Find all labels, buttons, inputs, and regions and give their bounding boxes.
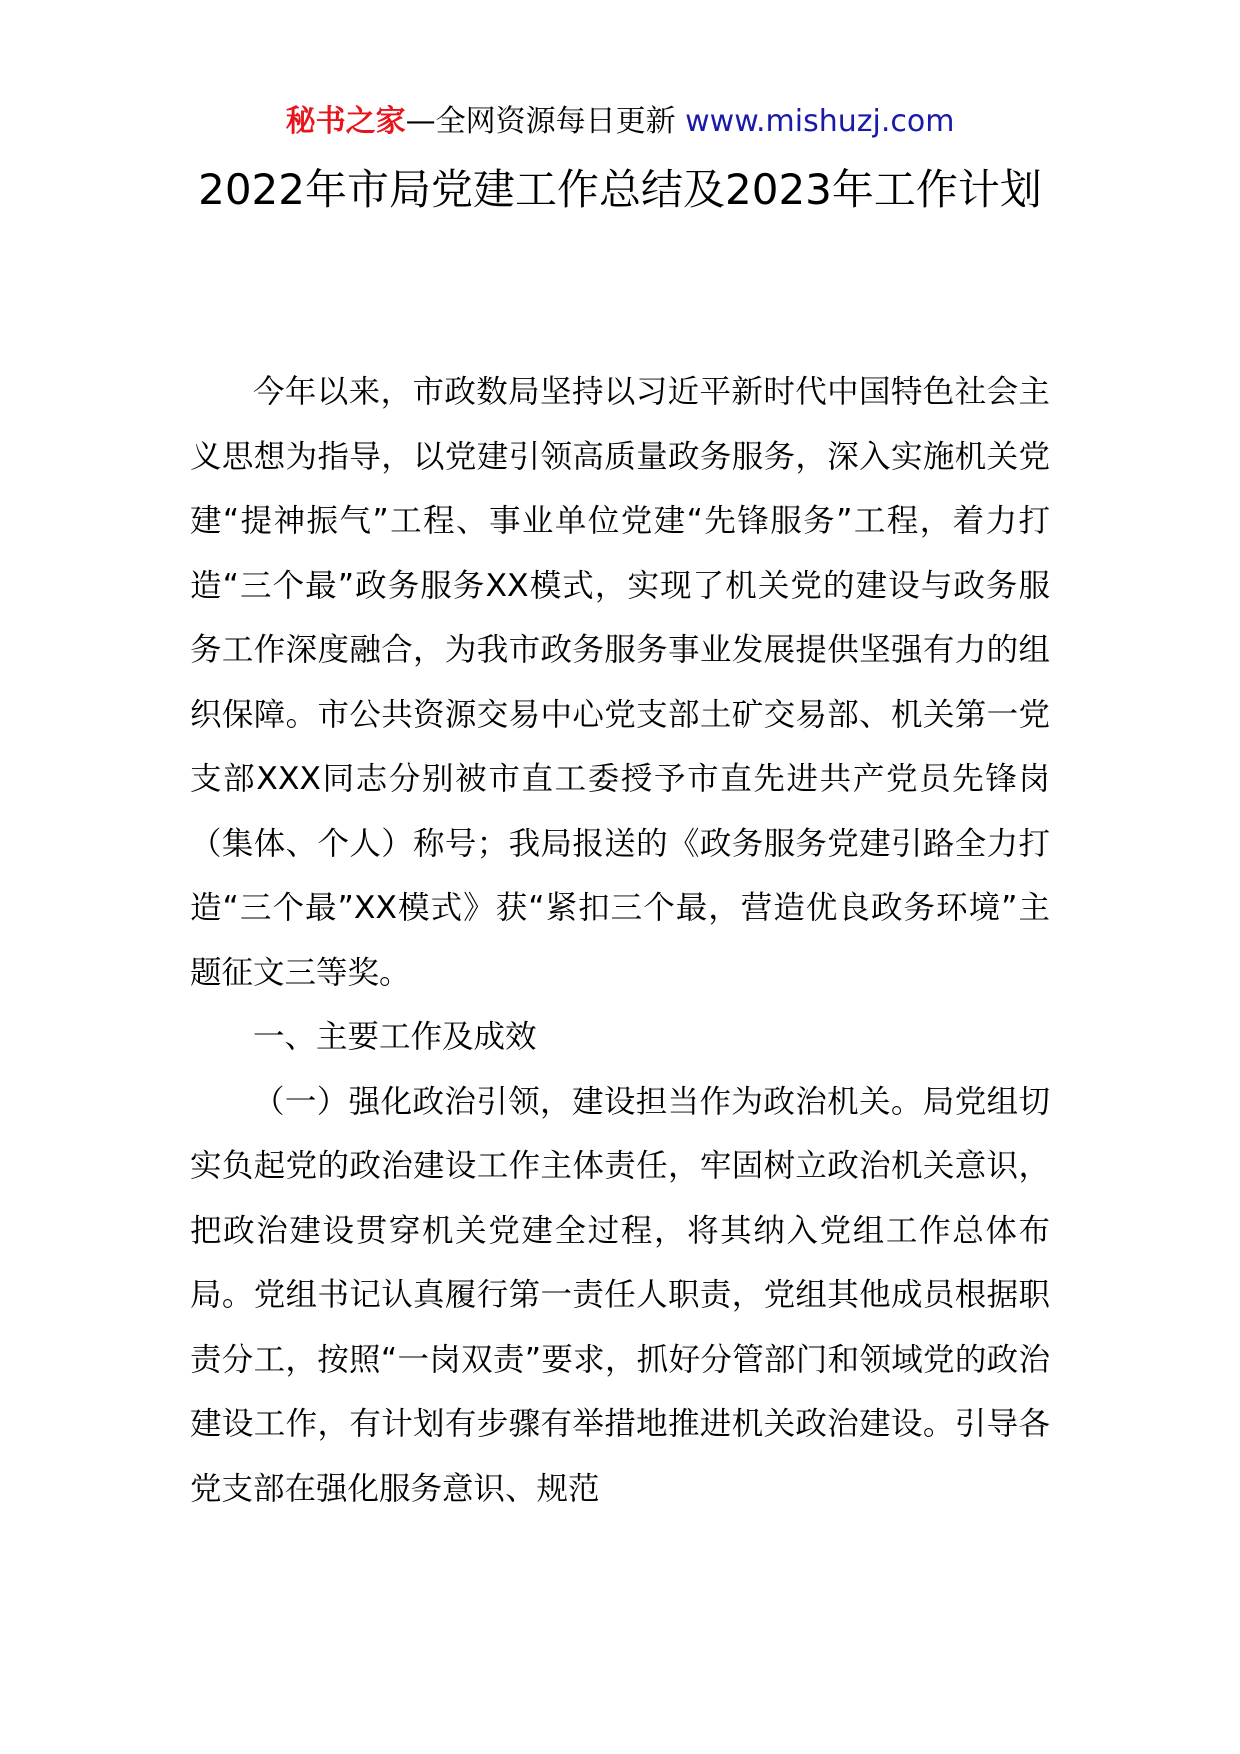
brand-name: 秘书之家 — [285, 104, 406, 139]
document-body — [190, 360, 1050, 1521]
section-heading: 一、主要工作及成效 — [253, 1019, 537, 1055]
document-title: 2022年市局党建工作总结及2023年工作计划 — [198, 165, 1042, 214]
subsection-paragraph: （一）强化政治引领，建设担当作为政治机关。局党组切实负起党的政治建设工作主体责任，牢固树立政治机关意识，把政治建设贯穿机关党建全过程，将其纳入党组工作总体布局。党组书记认真履行第一责任人职责，党组其他成员根据职责分工，按照“一岗双责”要求，抓好分管部门和领域党的政治建设工作，有计划有步骤有举措地推进机关政治建设。引导各党支部在强化服务意识、规范 — [190, 1083, 1050, 1507]
banner-slogan: —全网资源每日更新 — [405, 104, 676, 139]
site-banner — [0, 100, 1240, 144]
site-url-link[interactable]: www.mishuzj.com — [685, 104, 955, 139]
intro-paragraph: 今年以来，市政数局坚持以习近平新时代中国特色社会主义思想为指导，以党建引领高质量政务服务，深入实施机关党建“提神振气”工程、事业单位党建“先锋服务”工程，着力打造“三个最”政务服务XX模式，实现了机关党的建设与政务服务工作深度融合，为我市政务服务事业发展提供坚强有力的组织保障。市公共资源交易中心党支部土矿交易部、机关第一党支部XXX同志分别被市直工委授予市直先进共产党员先锋岗（集体、个人）称号；我局报送的《政务服务党建引路全力打造“三个最”XX模式》获“紧扣三个最，营造优良政务环境”主题征文三等奖。 — [190, 374, 1050, 991]
